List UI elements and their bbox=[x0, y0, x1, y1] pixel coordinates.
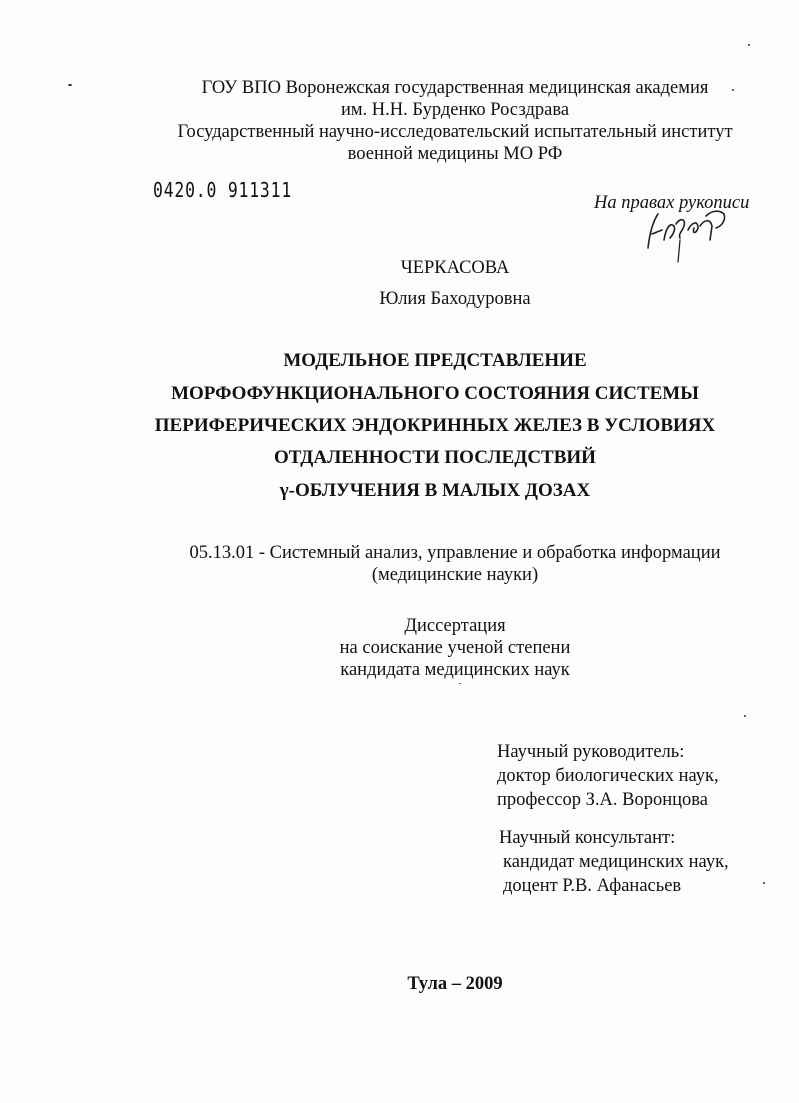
scan-speck bbox=[748, 44, 750, 46]
city-year: Тула – 2009 bbox=[407, 974, 503, 994]
dissertation-degree-line: на соискание ученой степени bbox=[339, 638, 571, 658]
author-surname: ЧЕРКАСОВА bbox=[400, 258, 510, 278]
consultant-role: Научный консультант: bbox=[499, 828, 676, 848]
dissertation-label: Диссертация bbox=[404, 616, 506, 636]
scan-speck bbox=[763, 882, 765, 884]
consultant-name: доцент Р.В. Афанасьев bbox=[503, 876, 682, 896]
institution-line-2: им. Н.Н. Бурденко Росздрава bbox=[340, 100, 570, 120]
title-line-5: γ-ОБЛУЧЕНИЯ В МАЛЫХ ДОЗАХ bbox=[279, 480, 591, 501]
title-line-2: МОРФОФУНКЦИОНАЛЬНОГО СОСТОЯНИЯ СИСТЕМЫ bbox=[171, 383, 699, 404]
dissertation-degree-type: кандидата медицинских наук bbox=[340, 660, 570, 680]
specialty-field: (медицинские науки) bbox=[371, 565, 539, 585]
supervisor-name: профессор З.А. Воронцова bbox=[497, 790, 708, 810]
title-line-1: МОДЕЛЬНОЕ ПРЕДСТАВЛЕНИЕ bbox=[283, 350, 587, 371]
title-line-3: ПЕРИФЕРИЧЕСКИХ ЭНДОКРИННЫХ ЖЕЛЕЗ В УСЛОВИЯХ bbox=[154, 415, 716, 436]
scan-speck bbox=[459, 683, 461, 684]
consultant-degree: кандидат медицинских наук, bbox=[503, 852, 729, 872]
supervisor-degree: доктор биологических наук, bbox=[497, 766, 719, 786]
institution-line-4: военной медицины МО РФ bbox=[347, 144, 563, 164]
scan-speck bbox=[744, 715, 746, 717]
rights-note: На правах рукописи bbox=[594, 193, 750, 213]
title-line-4: ОТДАЛЕННОСТИ ПОСЛЕДСТВИЙ bbox=[274, 447, 596, 468]
institution-line-1: ГОУ ВПО Воронежская государственная медицинская академия bbox=[201, 78, 709, 98]
institution-line-3: Государственный научно-исследовательский испытательный институт bbox=[177, 122, 733, 142]
scan-speck bbox=[732, 89, 734, 91]
scan-speck bbox=[68, 84, 72, 86]
supervisor-role: Научный руководитель: bbox=[497, 742, 685, 762]
specialty-code: 05.13.01 - Системный анализ, управление и обработка информации bbox=[189, 543, 721, 563]
registration-stamp-number: 0420.0 911311 bbox=[153, 178, 293, 202]
author-given-names: Юлия Баходуровна bbox=[379, 289, 531, 309]
